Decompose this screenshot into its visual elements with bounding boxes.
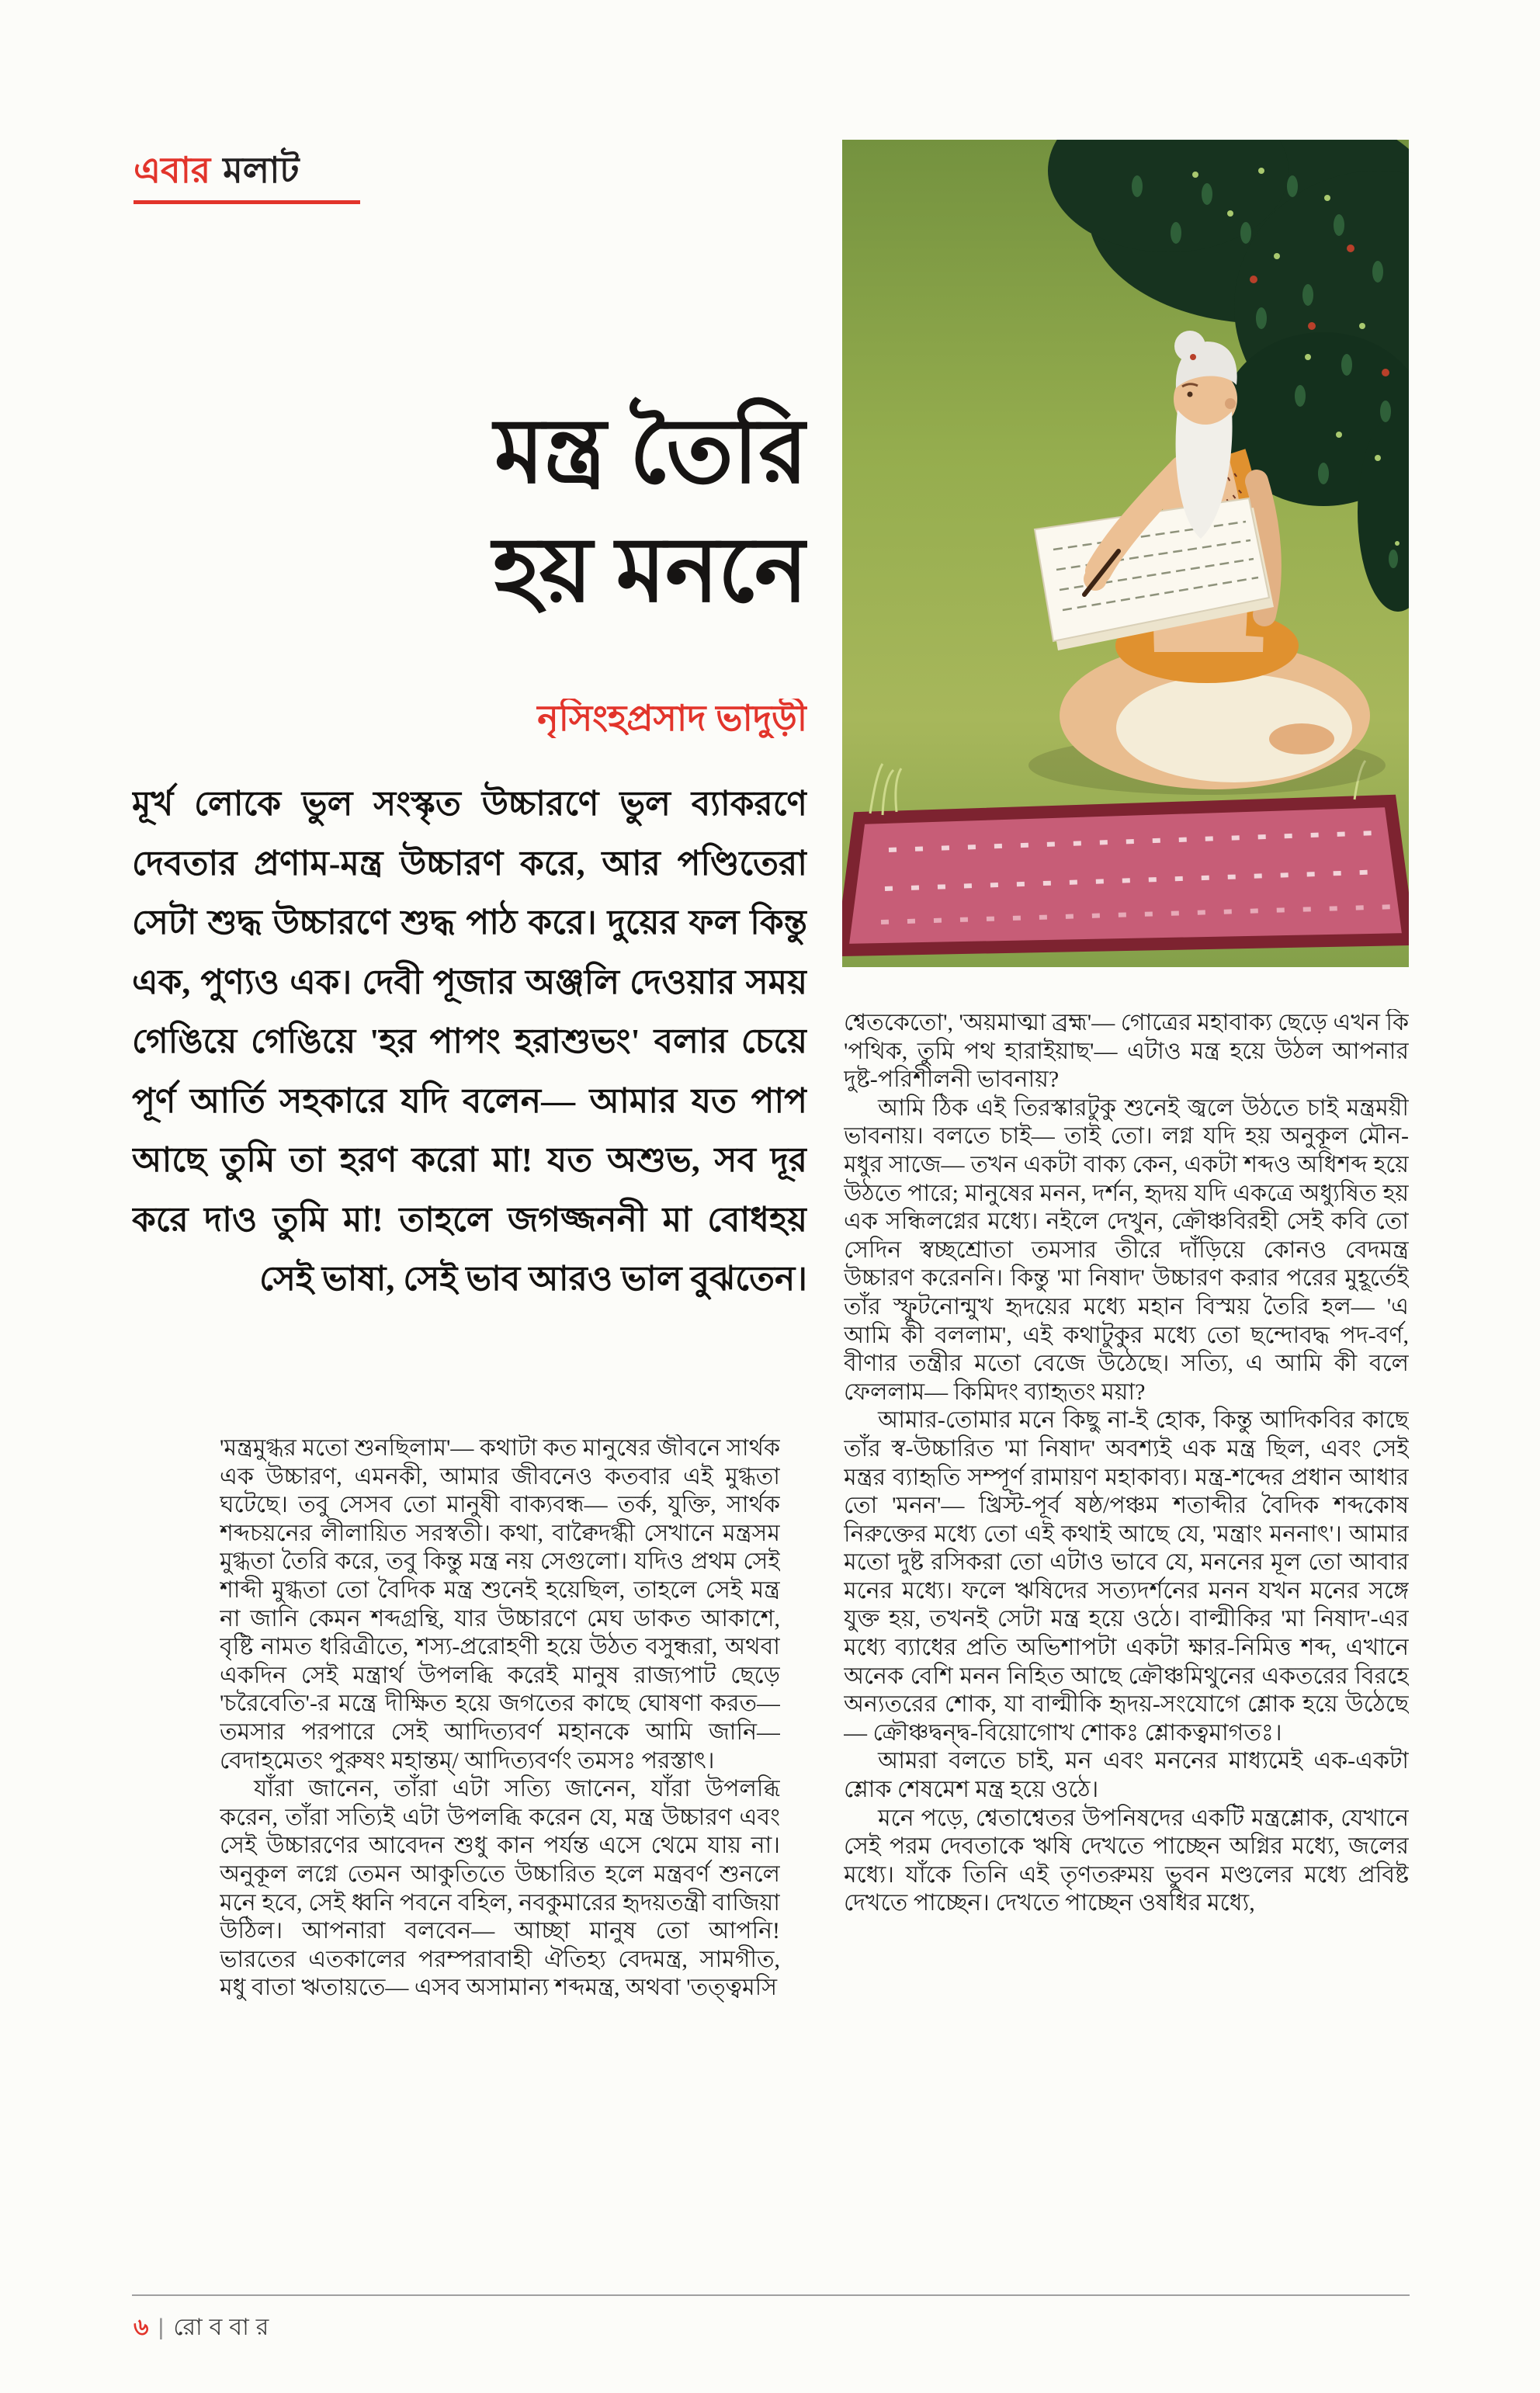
- lead-paragraph: মূর্খ লোকে ভুল সংস্কৃত উচ্চারণে ভুল ব্যাকরণে দেবতার প্রণাম-মন্ত্র উচ্চারণ করে, আর পণ্ডিতেরা সেটা শুদ্ধ উচ্চারণে শুদ্ধ পাঠ করে। দুয়ের ফল কিন্তু এক, পুণ্যও এক। দেবী পূজার অঞ্জলি দেওয়ার সময় গেঙিয়ে গেঙিয়ে 'হর পাপং হরাশুভং' বলার চেয়ে পূর্ণ আর্তি সহকারে যদি বলেন— আমার যত পাপ আছে তুমি তা হরণ করো মা! যত অশুভ, সব দূর করে দাও তুমি মা! তাহলে জগজ্জননী মা বোধহয় সেই ভাষা, সেই ভাব আরও ভাল বুঝতেন।: [132, 785, 807, 1299]
- footer-separator: |: [158, 2315, 165, 2340]
- page-number: ৬: [134, 2315, 149, 2340]
- section-label-part2: মলাট: [223, 150, 300, 190]
- byline: নৃসিংহপ্রসাদ ভাদুড়ী: [537, 699, 807, 738]
- magazine-name: রোববার: [173, 2315, 276, 2340]
- footer-rule: [132, 2294, 1410, 2296]
- body-column-left: [220, 1434, 780, 2003]
- body-paragraph: 'মন্ত্রমুগ্ধর মতো শুনছিলাম'— কথাটা কত মানুষের জীবনে সার্থক এক উচ্চারণ, এমনকী, আমার জীবনেও কতবার এই মুগ্ধতা ঘটেছে। তবু সেসব তো মানুষী বাক্যবন্ধ— তর্ক, যুক্তি, সার্থক শব্দচয়নের লীলায়িত সরস্বতী। কথা, বাক্বৈদগ্ধী সেখানে মন্ত্রসম মুগ্ধতা তৈরি করে, তবু কিন্তু মন্ত্র নয় সেগুলো। যদিও প্রথম সেই শাব্দী মুগ্ধতা তো বৈদিক মন্ত্র শুনেই হয়েছিল, তাহলে সেই মন্ত্র না জানি কেমন শব্দগ্রন্থি, যার উচ্চারণে মেঘ ডাকত আকাশে, বৃষ্টি নামত ধরিত্রীতে, শস্য-প্ররোহণী হয়ে উঠত বসুন্ধরা, অথবা একদিন সেই মন্ত্রার্থ উপলব্ধি করেই মানুষ রাজ্যপাট ছেড়ে 'চরৈবেতি'-র মন্ত্রে দীক্ষিত হয়ে জগতের কাছে ঘোষণা করত— তমসার পরপারে সেই আদিত্যবর্ণ মহানকে আমি জানি— বেদাহমেতং পুরুষং মহান্তম্‌/ আদিত্যবর্ণং তমসঃ পরস্তাৎ।: [220, 1435, 780, 1774]
- body-paragraph: আমরা বলতে চাই, মন এবং মননের মাধ্যমেই এক-একটা শ্লোক শেষমেশ মন্ত্র হয়ে ওঠে।: [844, 1748, 1409, 1803]
- body-paragraph: যাঁরা জানেন, তাঁরা এটা সত্যি জানেন, যাঁরা উপলব্ধি করেন, তাঁরা সত্যিই এটা উপলব্ধি করেন যে, মন্ত্র উচ্চারণ এবং সেই উচ্চারণের আবেদন শুধু কান পর্যন্ত এসে থেমে যায় না। অনুকূল লগ্নে তেমন আকুতিতে উচ্চারিত হলে মন্ত্রবর্ণ শুনলে মনে হবে, সেই ধ্বনি পবনে বহিল, নবকুমারের হৃদয়তন্ত্রী বাজিয়া উঠিল। আপনারা বলবেন— আচ্ছা মানুষ তো আপনি! ভারতের এতকালের পরম্পরাবাহী ঐতিহ্য বেদমন্ত্র, সামগীত, মধু বাতা ঋতায়তে— এসব অসামান্য শব্দমন্ত্র, অথবা 'তত্ত্বমসি: [220, 1776, 780, 2001]
- page-footer: [132, 2294, 1410, 2364]
- body-paragraph: আমার-তোমার মনে কিছু না-ই হোক, কিন্তু আদিকবির কাছে তাঁর স্ব-উচ্চারিত 'মা নিষাদ' অবশ্যই এক মন্ত্র ছিল, এবং সেই মন্ত্রর ব্যাহৃতি সম্পূর্ণ রামায়ণ মহাকাব্য। মন্ত্র-শব্দের প্রধান আধার তো 'মনন'— খ্রিস্ট-পূর্ব ষষ্ঠ/পঞ্চম শতাব্দীর বৈদিক শব্দকোষ নিরুক্তের মধ্যে তো এই কথাই আছে যে, 'মন্ত্রাং মননাৎ'। আমার মতো দুষ্ট রসিকরা তো এটাও ভাবে যে, মননের মূল তো আবার মনের মধ্যে। ফলে ঋষিদের সত্যদর্শনের মনন যখন মনের সঙ্গে যুক্ত হয়, তখনই সেটা মন্ত্র হয়ে ওঠে। বাল্মীকির 'মা নিষাদ'-এর মধ্যে ব্যাধের প্রতি অভিশাপটা একটা ক্ষার-নিমিত্ত শব্দ, এখানে অনেক বেশি মনন নিহিত আছে ক্রৌঞ্চমিথুনের একতরের বিরহে অন্যতরের শোক, যা বাল্মীকি হৃদয়-সংযোগে শ্লোক হয়ে উঠেছে— ক্রৌঞ্চদ্বন্দ্ব-বিয়োগোখ শোকঃ শ্লোকত্বমাগতঃ।: [844, 1407, 1409, 1746]
- section-header: [134, 152, 506, 214]
- body-paragraph: শ্বেতকেতো', 'অয়মাত্মা ব্রহ্ম'— গোত্রের মহাবাক্য ছেড়ে এখন কি 'পথিক, তুমি পথ হারাইয়াছ'— এটাও মন্ত্র হয়ে উঠল আপনার দুষ্ট-পরিশীলনী ভাবনায়?: [844, 1010, 1409, 1093]
- section-underline: [134, 200, 360, 204]
- headline-line-1: মন্ত্র তৈরি: [494, 401, 807, 501]
- illustration-svg: [842, 140, 1409, 967]
- body-paragraph: আমি ঠিক এই তিরস্কারটুকু শুনেই জ্বলে উঠতে চাই মন্ত্রময়ী ভাবনায়। বলতে চাই— তাই তো। লগ্ন যদি হয় অনুকূল মৌন-মধুর সাজে— তখন একটা বাক্য কেন, একটা শব্দও অধিশব্দ হয়ে উঠতে পারে; মানুষের মনন, দর্শন, হৃদয় যদি একত্রে অধ্যুষিত হয় এক সন্ধিলগ্নের মধ্যে। নইলে দেখুন, ক্রৌঞ্চবিরহী সেই কবি তো সেদিন স্বচ্ছশ্রোতা তমসার তীরে দাঁড়িয়ে কোনও বেদমন্ত্র উচ্চারণ করেননি। কিন্তু 'মা নিষাদ' উচ্চারণ করার পরের মুহূর্তেই তাঁর স্ফুটনোন্মুখ হৃদয়ের মধ্যে মহান বিস্ময় তৈরি হল— 'এ আমি কী বললাম', এই কথাটুকুর মধ্যে তো ছন্দোবদ্ধ পদ-বর্ণ, বীণার তন্ত্রীর মতো বেজে উঠেছে। সত্যি, এ আমি কী বলে ফেললাম— কিমিদং ব্যাহৃতং ময়া?: [844, 1094, 1409, 1405]
- rishi-illustration: [842, 140, 1409, 967]
- body-paragraph: মনে পড়ে, শ্বেতাশ্বেতর উপনিষদের একটি মন্ত্রশ্লোক, যেখানে সেই পরম দেবতাকে ঋষি দেখতে পাচ্ছেন অগ্নির মধ্যে, জলের মধ্যে। যাঁকে তিনি এই তৃণতরুময় ভুবন মণ্ডলের মধ্যে প্রবিষ্ট দেখতে পাচ্ছেন। দেখতে পাচ্ছেন ওষধির মধ্যে,: [844, 1805, 1409, 1916]
- carpet: [842, 801, 1409, 950]
- footer-text: [134, 2308, 276, 2348]
- article-headline: [109, 392, 807, 629]
- body-column-right: [844, 1009, 1409, 1918]
- headline-line-2: হয় মননে: [492, 519, 807, 621]
- section-label-part1: এবার: [134, 150, 211, 190]
